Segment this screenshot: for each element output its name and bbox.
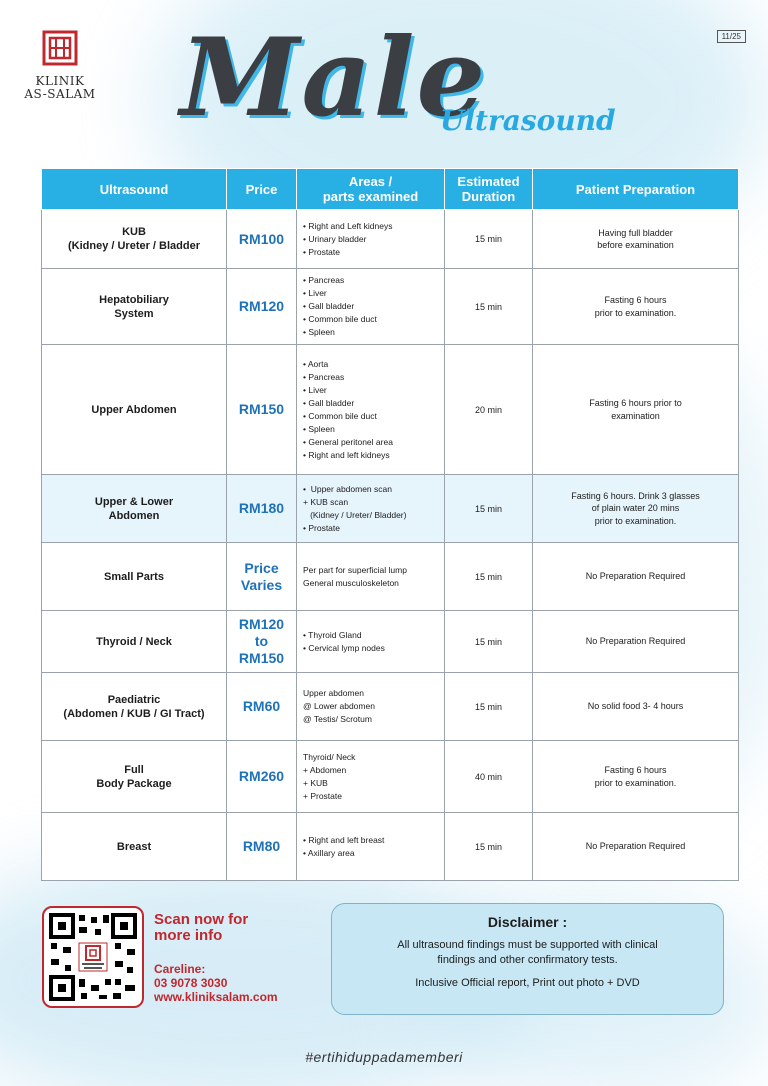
- table-row: [42, 611, 739, 673]
- service-cell: KUB (Kidney / Ureter / Bladder: [42, 210, 227, 269]
- scan-line1: Scan now for: [154, 911, 249, 928]
- price-cell: RM180: [227, 475, 297, 543]
- scan-prompt: [154, 912, 248, 944]
- column-header: Areas / parts examined: [297, 169, 445, 210]
- clinic-logo-icon: [42, 30, 78, 66]
- duration-cell: 15 min: [445, 269, 533, 345]
- areas-cell: • Upper abdomen scan + KUB scan (Kidney / Ureter/ Bladder) • Prostate: [297, 475, 445, 543]
- preparation-cell: Having full bladder before examination: [533, 210, 739, 269]
- service-cell: Breast: [42, 813, 227, 881]
- preparation-cell: No Preparation Required: [533, 813, 739, 881]
- duration-cell: 15 min: [445, 611, 533, 673]
- table-row: [42, 673, 739, 741]
- service-cell: Hepatobiliary System: [42, 269, 227, 345]
- price-cell: RM150: [227, 345, 297, 475]
- preparation-cell: Fasting 6 hours prior to examination: [533, 345, 739, 475]
- contact-info: [154, 962, 278, 1004]
- clinic-name-line2: AS-SALAM: [24, 87, 96, 101]
- service-cell: Small Parts: [42, 543, 227, 611]
- areas-cell: • Right and left breast • Axillary area: [297, 813, 445, 881]
- areas-cell: Thyroid/ Neck + Abdomen + KUB + Prostate: [297, 741, 445, 813]
- price-cell: RM120 to RM150: [227, 611, 297, 673]
- duration-cell: 15 min: [445, 673, 533, 741]
- table-header-row: [42, 169, 739, 210]
- table-row: [42, 269, 739, 345]
- service-cell: Upper Abdomen: [42, 345, 227, 475]
- duration-cell: 15 min: [445, 813, 533, 881]
- page-number: 11/25: [717, 30, 746, 43]
- page-title: Male: [180, 15, 488, 141]
- areas-cell: • Pancreas • Liver • Gall bladder • Common bile duct • Spleen: [297, 269, 445, 345]
- price-table: [41, 168, 739, 881]
- preparation-cell: No Preparation Required: [533, 611, 739, 673]
- page-subtitle: Ultrasound: [440, 104, 616, 137]
- preparation-cell: Fasting 6 hours prior to examination.: [533, 741, 739, 813]
- disclaimer-title: Disclaimer :: [487, 914, 568, 930]
- price-cell: RM80: [227, 813, 297, 881]
- hashtag: #ertihiduppadamemberi: [305, 1049, 463, 1065]
- clinic-logo: [20, 30, 100, 101]
- table-row: [42, 475, 739, 543]
- service-cell: Upper & Lower Abdomen: [42, 475, 227, 543]
- price-cell: RM120: [227, 269, 297, 345]
- service-cell: Paediatric (Abdomen / KUB / GI Tract): [42, 673, 227, 741]
- qr-code-icon: [49, 913, 137, 1001]
- table-row: [42, 543, 739, 611]
- table-row: [42, 741, 739, 813]
- areas-cell: • Thyroid Gland • Cervical lymp nodes: [297, 611, 445, 673]
- areas-cell: Upper abdomen @ Lower abdomen @ Testis/ Scrotum: [297, 673, 445, 741]
- price-cell: RM60: [227, 673, 297, 741]
- areas-cell: Per part for superficial lump General musculoskeleton: [297, 543, 445, 611]
- preparation-cell: No Preparation Required: [533, 543, 739, 611]
- price-cell: RM260: [227, 741, 297, 813]
- scan-line2: more info: [154, 927, 223, 944]
- clinic-name-line1: KLINIK: [35, 74, 85, 88]
- price-cell: Price Varies: [227, 543, 297, 611]
- service-cell: Thyroid / Neck: [42, 611, 227, 673]
- preparation-cell: Fasting 6 hours prior to examination.: [533, 269, 739, 345]
- phone-number[interactable]: 03 9078 3030: [154, 976, 228, 990]
- duration-cell: 15 min: [445, 543, 533, 611]
- table-row: [42, 210, 739, 269]
- website-link[interactable]: www.kliniksalam.com: [154, 990, 278, 1004]
- preparation-cell: No solid food 3- 4 hours: [533, 673, 739, 741]
- qr-code[interactable]: [42, 906, 144, 1008]
- careline-label: Careline:: [154, 962, 206, 976]
- disclaimer-box: [331, 903, 724, 1015]
- inclusive-note: Inclusive Official report, Print out photo + DVD: [415, 977, 640, 989]
- column-header: Estimated Duration: [445, 169, 533, 210]
- disclaimer-text: All ultrasound findings must be supported with clinical findings and other confirmatory tests.: [397, 939, 658, 966]
- preparation-cell: Fasting 6 hours. Drink 3 glasses of plain water 20 mins prior to examination.: [533, 475, 739, 543]
- table-row: [42, 345, 739, 475]
- column-header: Price: [227, 169, 297, 210]
- column-header: Patient Preparation: [533, 169, 739, 210]
- service-cell: Full Body Package: [42, 741, 227, 813]
- areas-cell: • Right and Left kidneys • Urinary bladder • Prostate: [297, 210, 445, 269]
- duration-cell: 20 min: [445, 345, 533, 475]
- price-cell: RM100: [227, 210, 297, 269]
- column-header: Ultrasound: [42, 169, 227, 210]
- duration-cell: 40 min: [445, 741, 533, 813]
- duration-cell: 15 min: [445, 210, 533, 269]
- areas-cell: • Aorta • Pancreas • Liver • Gall bladder • Common bile duct • Spleen • General peritonel area • Right and left kidneys: [297, 345, 445, 475]
- table-row: [42, 813, 739, 881]
- duration-cell: 15 min: [445, 475, 533, 543]
